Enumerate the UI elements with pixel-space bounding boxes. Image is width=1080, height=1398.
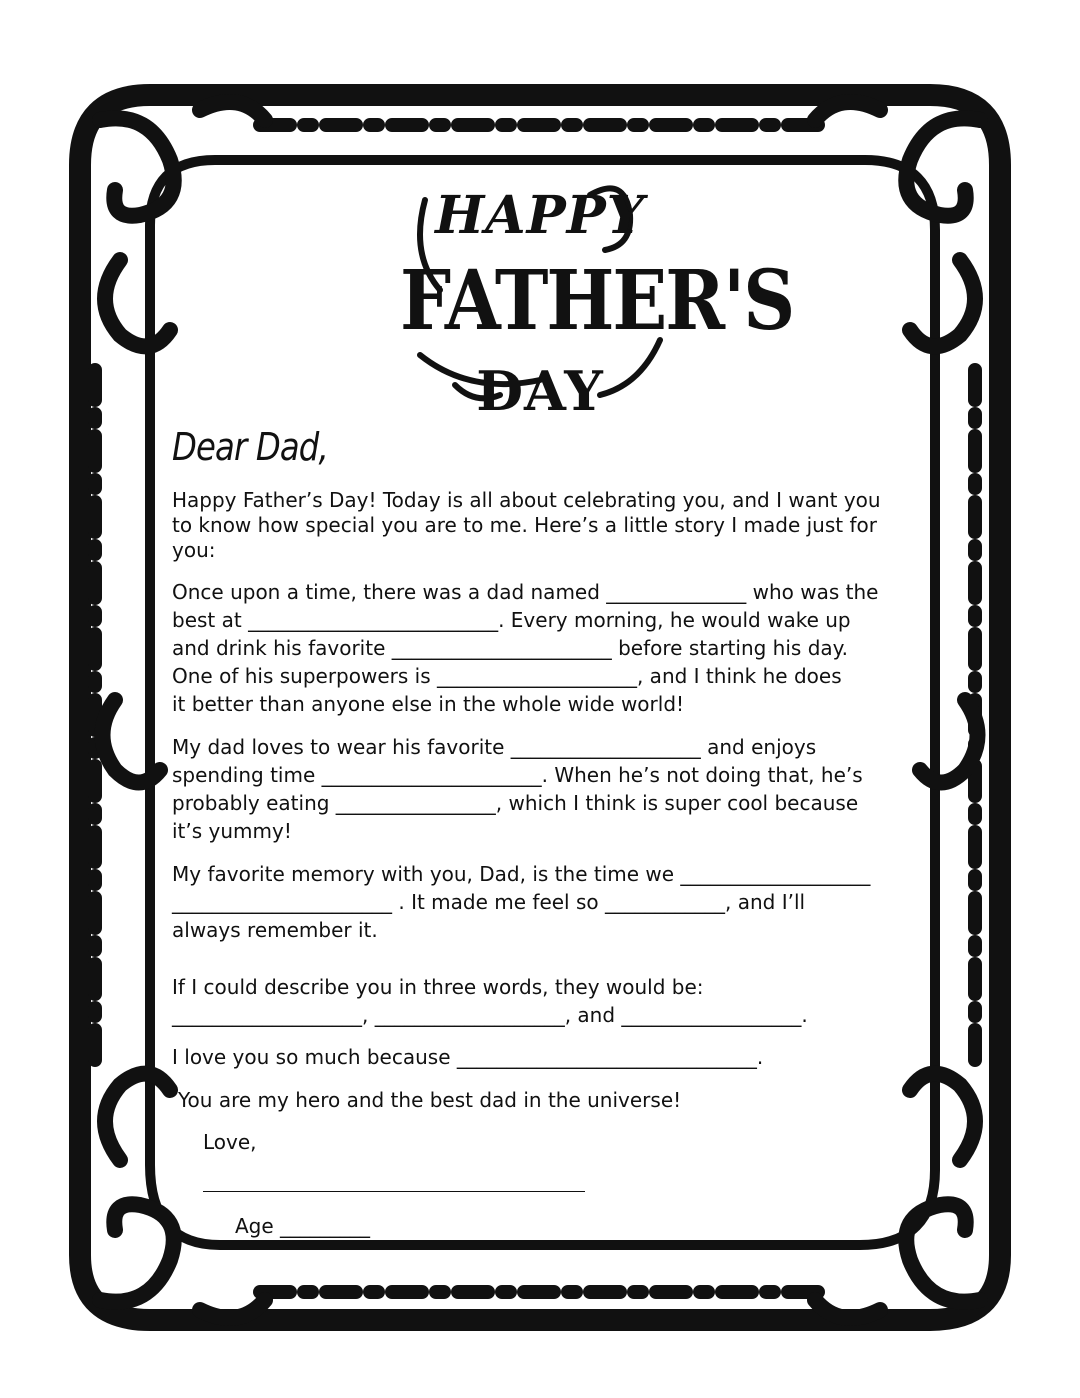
intro-line: to know how special you are to me. Here’s a little story I made just for [172, 513, 877, 537]
logo-line-fathers: FATHER'S [400, 250, 794, 349]
hero-line: You are my hero and the best dad in the universe! [178, 1088, 682, 1112]
story-paragraph [172, 578, 912, 718]
love-because-line: I love you so much because ______________________________. [172, 1045, 764, 1069]
favorites-line: it’s yummy! [172, 819, 292, 843]
closing-love: Love, [203, 1130, 257, 1154]
letter-greeting: Dear Dad, [172, 425, 328, 469]
three-words-line: If I could describe you in three words, they would be: [172, 975, 704, 999]
memory-line: always remember it. [172, 918, 378, 942]
age-line: Age _________ [235, 1214, 371, 1238]
favorites-line: probably eating ________________, which I think is super cool because [172, 791, 859, 815]
happy-fathers-day-logo [400, 168, 794, 438]
story-line: and drink his favorite ______________________ before starting his day. [172, 636, 848, 660]
favorites-line: My dad loves to wear his favorite ___________________ and enjoys [172, 735, 817, 759]
logo-line-happy: HAPPY [435, 185, 645, 246]
story-line: One of his superpowers is ____________________, and I think he does [172, 664, 842, 688]
favorites-line: spending time ______________________. When he’s not doing that, he’s [172, 763, 863, 787]
three-words-line: ___________________, ___________________, and __________________. [172, 1003, 808, 1027]
favorites-paragraph [172, 733, 912, 845]
three-words-paragraph [172, 973, 912, 1029]
story-line: Once upon a time, there was a dad named ______________ who was the [172, 580, 879, 604]
signature-line [203, 1191, 585, 1192]
story-line: it better than anyone else in the whole wide world! [172, 692, 685, 716]
intro-line: Happy Father’s Day! Today is all about celebrating you, and I want you [172, 488, 881, 512]
memory-line: My favorite memory with you, Dad, is the time we ___________________ [172, 862, 871, 886]
memory-paragraph [172, 860, 912, 944]
logo-line-day: DAY [476, 359, 604, 423]
memory-line: ______________________ . It made me feel so ____________, and I’ll [172, 890, 806, 914]
intro-line: you: [172, 538, 216, 562]
intro-paragraph [172, 488, 912, 563]
story-line: best at _________________________. Every morning, he would wake up [172, 608, 851, 632]
